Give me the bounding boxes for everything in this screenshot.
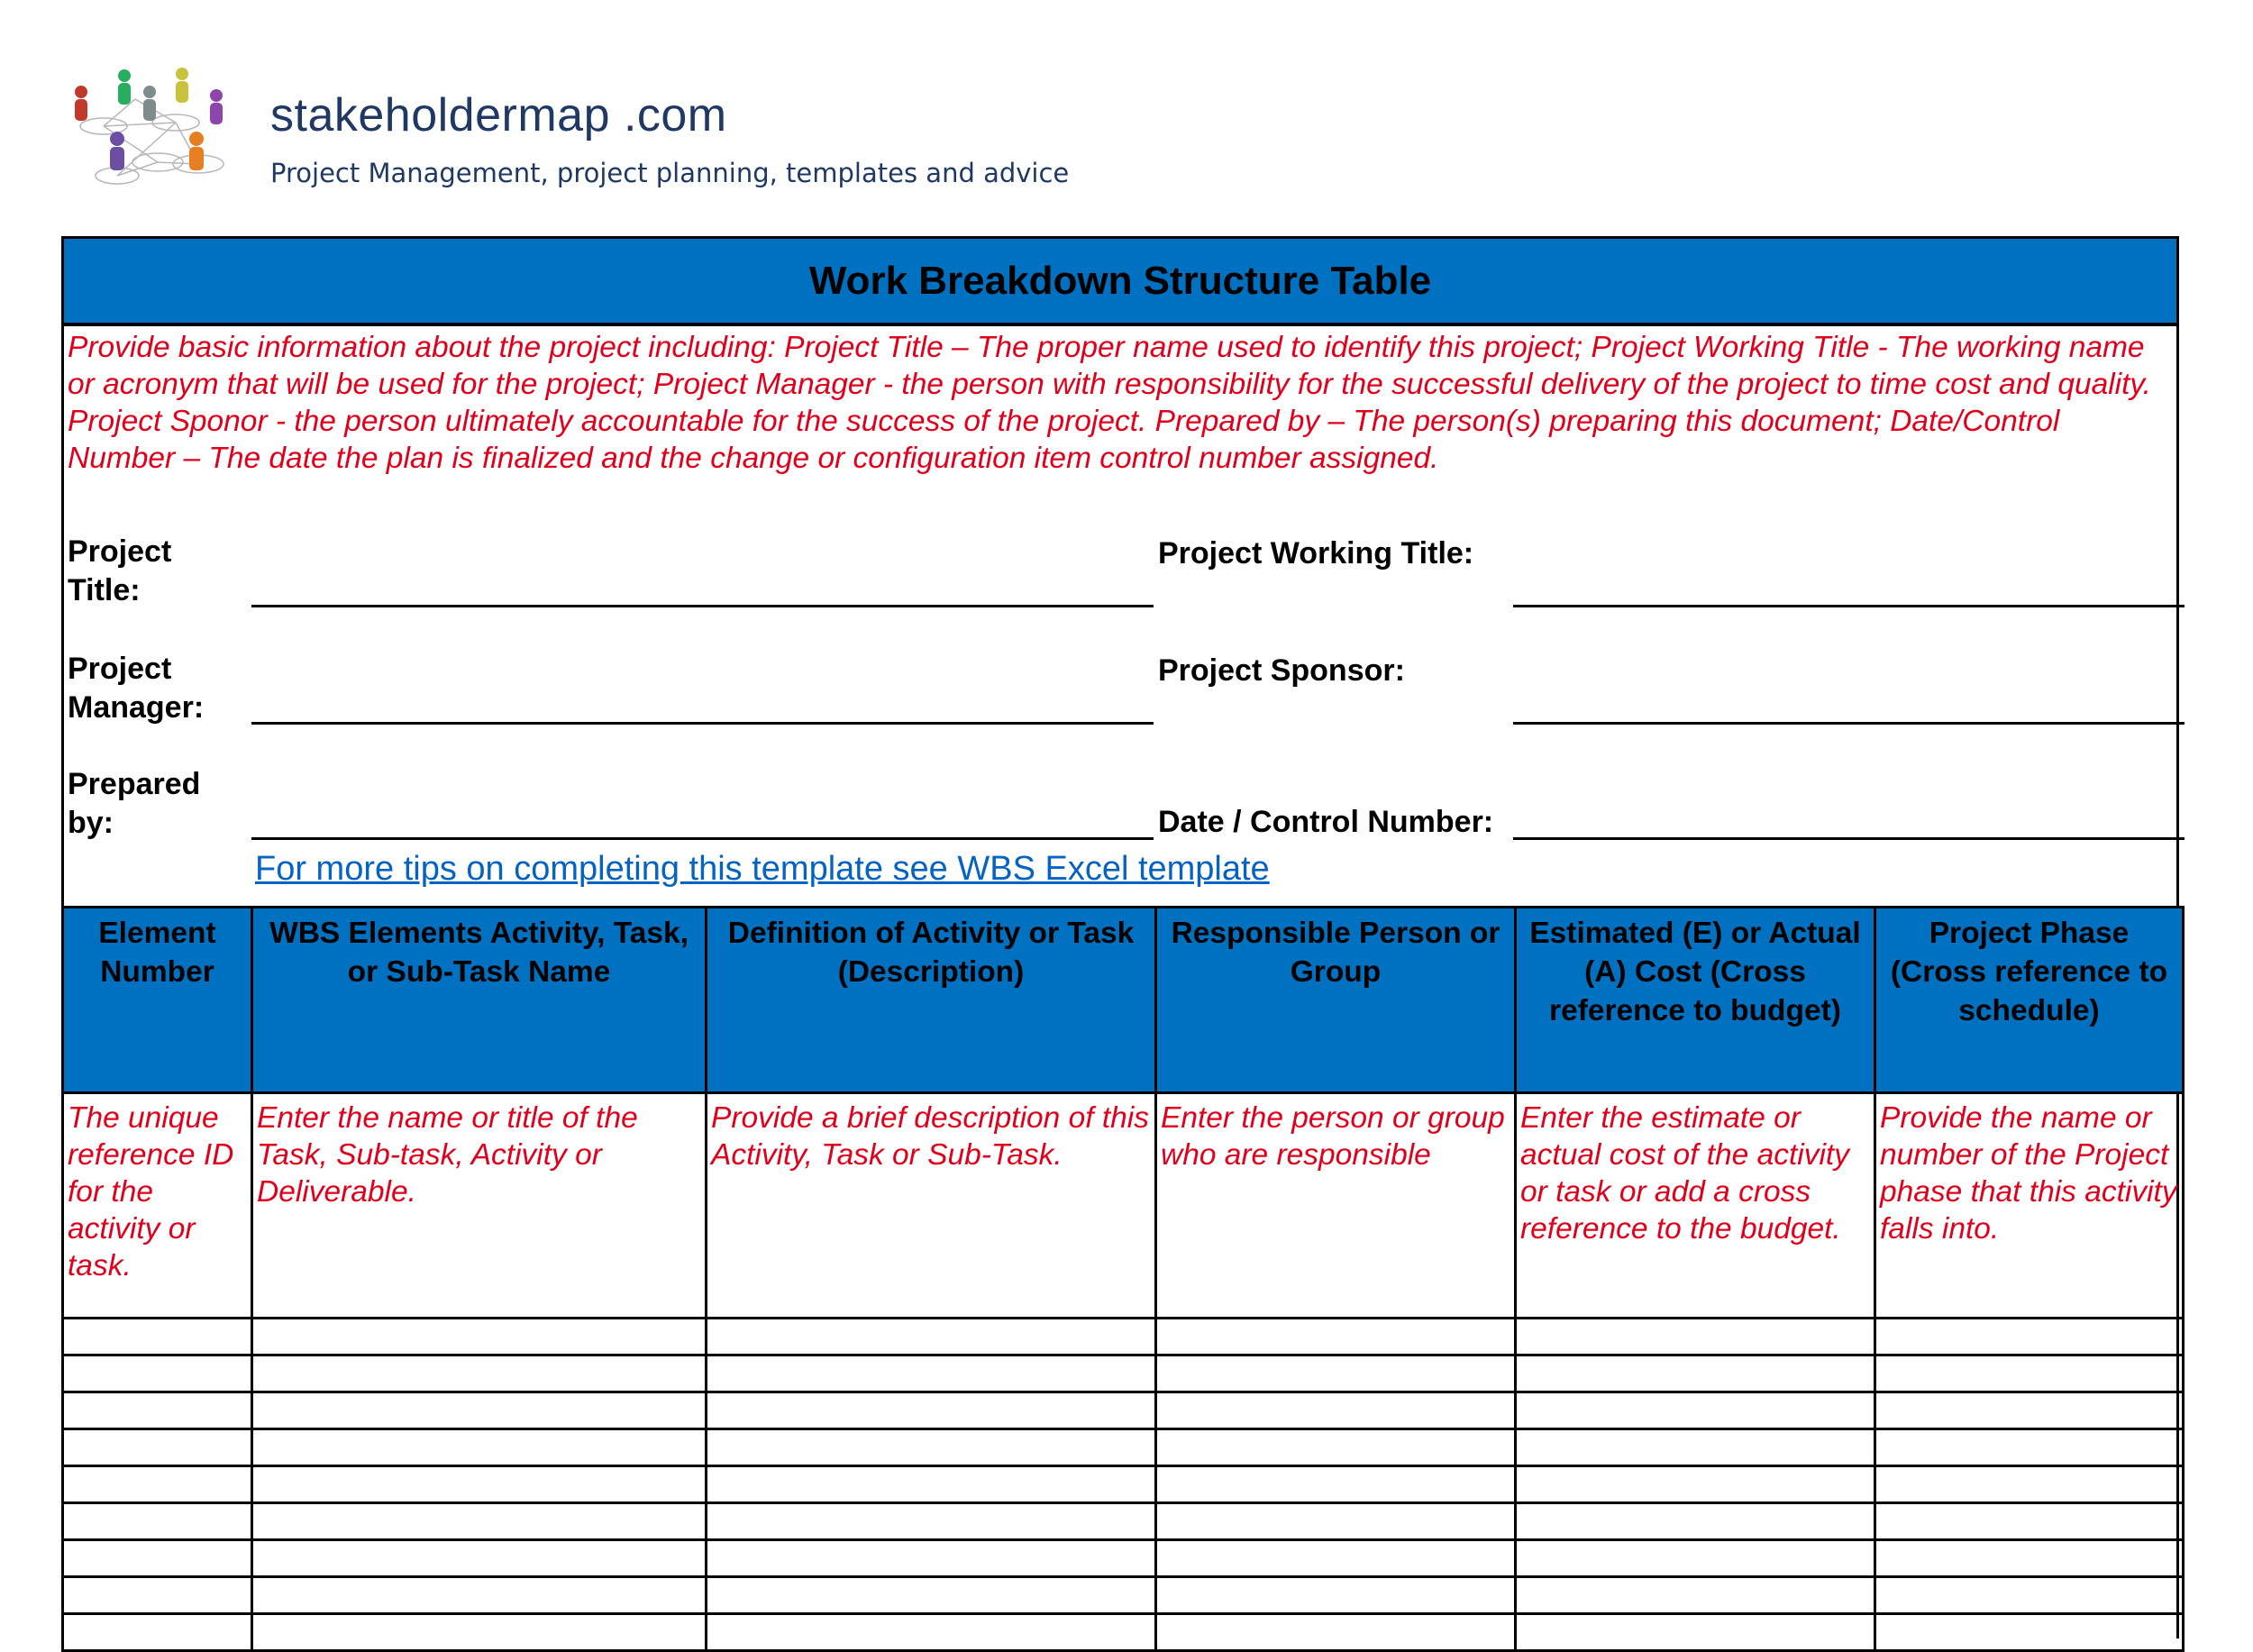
table-cell[interactable] [252, 1540, 707, 1577]
guidance-element-number[interactable]: The unique reference ID for the activity or task. [63, 1093, 252, 1319]
table-cell[interactable] [707, 1540, 1156, 1577]
prepared-by-label: Prepared by: [68, 767, 201, 840]
table-cell[interactable] [1156, 1429, 1516, 1466]
table-cell[interactable] [1156, 1503, 1516, 1540]
date-control-number-field[interactable] [1513, 837, 2185, 840]
brand-header [63, 63, 1145, 207]
form-instructions: Provide basic information about the project including: Project Title – The proper name used to identify this project; Project Working Title - The working name or acronym that will be used for the project; Project Manager - the person with responsibility for the successful delivery of the project to time cost and quality. Project Sponor - the person ultimately accountable for the success of the project. Prepared by – The person(s) preparing this document; Date/Control Number – The date the plan is finalized and the change or configuration item control number assigned. [68, 331, 2151, 475]
table-row [63, 1614, 2184, 1651]
table-row [63, 1355, 2184, 1392]
table-cell[interactable] [1875, 1540, 2184, 1577]
table-cell[interactable] [63, 1355, 252, 1392]
table-cell[interactable] [252, 1577, 707, 1614]
table-cell[interactable] [707, 1319, 1156, 1355]
guidance-wbs-elements[interactable]: Enter the name or title of the Task, Sub-task, Activity or Deliverable. [252, 1093, 707, 1319]
table-cell[interactable] [63, 1466, 252, 1503]
table-cell[interactable] [1516, 1319, 1875, 1355]
table-row [63, 1577, 2184, 1614]
project-manager-label: Project Manager: [68, 652, 205, 725]
table-row [63, 1466, 2184, 1503]
prepared-by-field[interactable] [251, 837, 1154, 840]
table-cell[interactable] [1875, 1319, 2184, 1355]
table-cell[interactable] [707, 1429, 1156, 1466]
project-working-title-field[interactable] [1513, 605, 2185, 607]
table-cell[interactable] [1875, 1614, 2184, 1651]
table-cell[interactable] [63, 1319, 252, 1355]
table-cell[interactable] [1156, 1614, 1516, 1651]
table-cell[interactable] [252, 1355, 707, 1392]
table-cell[interactable] [252, 1429, 707, 1466]
table-cell[interactable] [63, 1392, 252, 1429]
guidance-responsible[interactable]: Enter the person or group who are responsible [1156, 1093, 1516, 1319]
table-cell[interactable] [63, 1577, 252, 1614]
table-cell[interactable] [1875, 1392, 2184, 1429]
table-cell[interactable] [252, 1614, 707, 1651]
header-definition: Definition of Activity or Task (Description) [707, 908, 1156, 1093]
table-cell[interactable] [707, 1466, 1156, 1503]
table-row [63, 1429, 2184, 1466]
header-cost: Estimated (E) or Actual (A) Cost (Cross reference to budget) [1516, 908, 1875, 1093]
guidance-row [63, 1093, 2184, 1319]
site-name: stakeholdermap .com [270, 89, 727, 141]
project-sponsor-label: Project Sponsor: [1158, 653, 1405, 688]
table-cell[interactable] [707, 1355, 1156, 1392]
header-phase: Project Phase (Cross reference to schedule) [1875, 908, 2184, 1093]
table-cell[interactable] [707, 1392, 1156, 1429]
table-cell[interactable] [1516, 1429, 1875, 1466]
table-cell[interactable] [1156, 1355, 1516, 1392]
table-cell[interactable] [1156, 1392, 1516, 1429]
project-title-field[interactable] [251, 605, 1154, 607]
project-working-title-label: Project Working Title: [1158, 536, 1474, 570]
table-cell[interactable] [1156, 1540, 1516, 1577]
table-cell[interactable] [1516, 1577, 1875, 1614]
header-element-number: Element Number [63, 908, 252, 1093]
table-cell[interactable] [63, 1503, 252, 1540]
table-cell[interactable] [707, 1614, 1156, 1651]
header-responsible: Responsible Person or Group [1156, 908, 1516, 1093]
wbs-form [61, 236, 2179, 1638]
table-cell[interactable] [1156, 1577, 1516, 1614]
table-cell[interactable] [63, 1429, 252, 1466]
table-cell[interactable] [252, 1319, 707, 1355]
project-manager-field[interactable] [251, 722, 1154, 725]
table-cell[interactable] [1875, 1355, 2184, 1392]
header-wbs-elements: WBS Elements Activity, Task, or Sub-Task Name [252, 908, 707, 1093]
table-cell[interactable] [1516, 1466, 1875, 1503]
stakeholder-network-logo [63, 63, 252, 194]
table-row [63, 1540, 2184, 1577]
table-cell[interactable] [1156, 1466, 1516, 1503]
table-cell[interactable] [252, 1466, 707, 1503]
table-cell[interactable] [707, 1503, 1156, 1540]
table-cell[interactable] [1516, 1392, 1875, 1429]
table-cell[interactable] [1875, 1429, 2184, 1466]
tagline: Project Management, project planning, templates and advice [270, 158, 1070, 188]
project-sponsor-field[interactable] [1513, 722, 2185, 725]
table-cell[interactable] [1875, 1503, 2184, 1540]
date-control-number-label: Date / Control Number: [1158, 805, 1494, 839]
project-title-label: Project Title: [68, 534, 172, 607]
table-cell[interactable] [1875, 1577, 2184, 1614]
table-cell[interactable] [252, 1392, 707, 1429]
wbs-excel-template-link[interactable]: For more tips on completing this template see WBS Excel template [255, 850, 1270, 888]
table-cell[interactable] [1156, 1319, 1516, 1355]
table-cell[interactable] [63, 1540, 252, 1577]
table-row [63, 1319, 2184, 1355]
guidance-phase[interactable]: Provide the name or number of the Project phase that this activity falls into. [1875, 1093, 2184, 1319]
guidance-definition[interactable]: Provide a brief description of this Activity, Task or Sub-Task. [707, 1093, 1156, 1319]
table-header-row [63, 908, 2184, 1093]
table-cell[interactable] [63, 1614, 252, 1651]
table-row [63, 1503, 2184, 1540]
table-cell[interactable] [1516, 1614, 1875, 1651]
table-cell[interactable] [1516, 1503, 1875, 1540]
table-cell[interactable] [1875, 1466, 2184, 1503]
guidance-cost[interactable]: Enter the estimate or actual cost of the activity or task or add a cross reference to the budget. [1516, 1093, 1875, 1319]
table-cell[interactable] [252, 1503, 707, 1540]
table-cell[interactable] [1516, 1355, 1875, 1392]
form-title: Work Breakdown Structure Table [64, 239, 2176, 326]
table-cell[interactable] [707, 1577, 1156, 1614]
wbs-table [61, 906, 2185, 1652]
table-row [63, 1392, 2184, 1429]
table-cell[interactable] [1516, 1540, 1875, 1577]
